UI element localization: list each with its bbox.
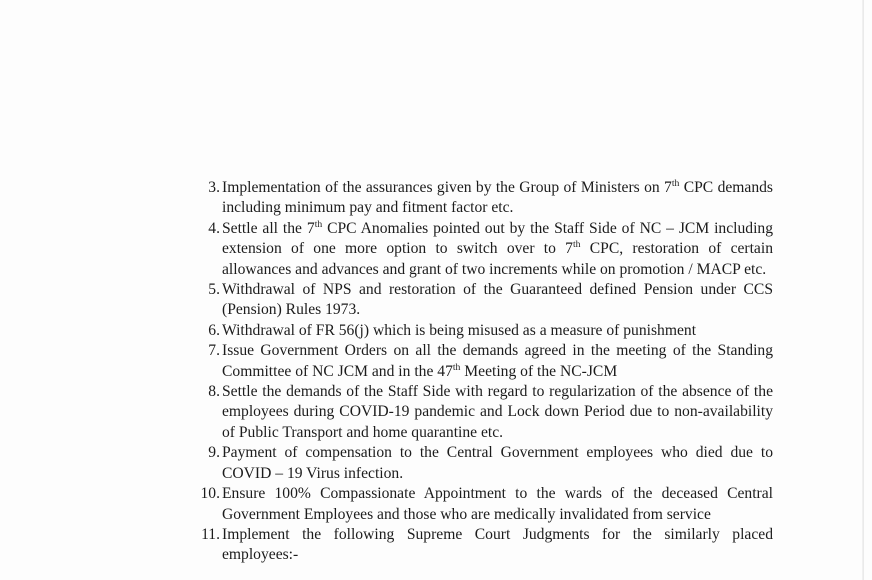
demands-list — [193, 178, 773, 566]
list-item — [193, 178, 773, 219]
item-number: 9. — [208, 444, 220, 462]
list-item — [193, 525, 773, 566]
list-item — [193, 321, 773, 341]
item-number: 4. — [208, 219, 220, 237]
item-text — [222, 219, 773, 280]
list-item — [193, 219, 773, 280]
page-edge — [862, 0, 864, 580]
item-number: 3. — [208, 179, 220, 196]
text-run: CPC, restoration of certain allowances and advances and grant of two increments while on promotion / MACP etc. — [222, 240, 773, 278]
item-text — [222, 178, 773, 219]
list-item — [193, 341, 773, 382]
text-run: Settle all the 7 — [222, 219, 315, 237]
item-text — [222, 443, 773, 484]
item-number: 6. — [208, 321, 220, 339]
superscript: th — [572, 239, 581, 251]
superscript: th — [452, 361, 461, 373]
superscript: th — [314, 218, 323, 230]
text-run: Ensure 100% Compassionate Appointment to the wards of the deceased Central Government Employees and those who are medically invalidated from service — [222, 485, 773, 523]
text-run: Issue Government Orders on all the demands agreed in the meeting of the Standing Committee of NC JCM and in the 47 — [222, 342, 773, 380]
text-run: Withdrawal of FR 56(j) which is being misused as a measure of punishment — [222, 321, 697, 339]
text-run: Withdrawal of NPS and restoration of the Guaranteed defined Pension under CCS (Pension) Rules 1973. — [222, 281, 773, 319]
list-item — [193, 443, 773, 484]
text-run: CPC Anomalies pointed out by the Staff Side of NC – JCM including extension of one more option to switch over to 7 — [222, 219, 773, 258]
text-run: Implement the following Supreme Court Judgments for the similarly placed employees:- — [222, 525, 773, 564]
item-text — [222, 484, 773, 525]
item-text — [222, 280, 773, 321]
list-item — [193, 280, 773, 321]
superscript: th — [671, 178, 680, 190]
item-number: 5. — [208, 281, 220, 299]
item-number: 8. — [208, 383, 220, 401]
list-item — [193, 382, 773, 443]
item-text — [222, 341, 773, 382]
text-run: Payment of compensation to the Central Government employees who died due to COVID – 19 Virus infection. — [222, 444, 773, 482]
text-run: Settle the demands of the Staff Side with regard to regularization of the absence of the employees during COVID-19 pandemic and Lock down Period due to non-availability of Public Transport and home quarantine etc. — [222, 383, 773, 441]
text-run: Meeting of the NC-JCM — [460, 362, 618, 380]
item-number: 10. — [200, 485, 220, 503]
item-number: 7. — [208, 342, 220, 360]
text-run: CPC demands including minimum pay and fitment factor etc. — [222, 179, 774, 217]
item-text — [222, 525, 773, 566]
item-text — [222, 321, 773, 341]
list-item — [193, 484, 773, 525]
text-run: Implementation of the assurances given by the Group of Ministers on 7 — [222, 179, 672, 196]
item-number: 11. — [201, 525, 220, 543]
item-text — [222, 382, 773, 443]
